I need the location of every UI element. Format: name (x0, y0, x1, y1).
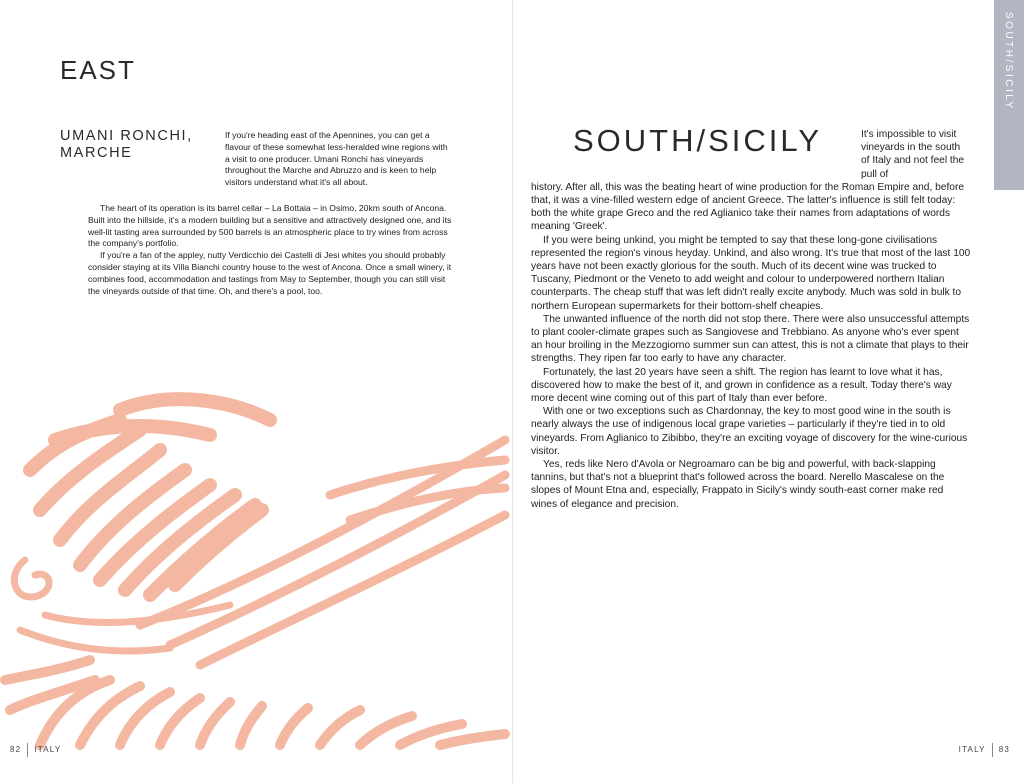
south-paragraph: Fortunately, the last 20 years have seen a shift. The region has learnt to love what it has, discovered how to make the best of it, and grown in confidence as a result. Today there's way more decent wine coming out of this part of Italy than ever before. (531, 366, 952, 405)
folio-left (10, 743, 61, 757)
folio-right (959, 743, 1010, 757)
east-intro-paragraph: If you're heading east of the Apennines, you can get a flavour of these somewhat less-heralded wine regions with a visit to one producer. Umani Ronchi has vineyards throughout the Marche and Abruzzo and is keen to help visitors understand what it's all about. (225, 130, 448, 188)
section-heading-east: EAST (60, 55, 136, 85)
east-paragraph: If you're a fan of the appley, nutty Verdicchio dei Castelli di Jesi whites you should probably consider staying at its Villa Bianchi country house to the west of Ancona. Once a small winery, it combines food, accommodation and tastings from May to September, though you can still visit the vineyards outside of that time. Oh, and there's a pool, too. (88, 250, 452, 296)
page-number: 83 (998, 745, 1010, 755)
chapter-tab (994, 0, 1024, 190)
subheading-umani-ronchi: UMANI RONCHI, MARCHE (60, 128, 193, 161)
folio-label: ITALY (958, 745, 986, 755)
south-paragraph: If you were being unkind, you might be tempted to say that these long-gone civilisations represented the region's vinous heyday. Unkind, and also wrong. It's true that most of the last 100 years have not been exactly glorious for the south. Much of its decent wine was trucked to Tuscany, Piedmont or the Veneto to add weight and colour to underpowered northern Italian counterparts. The cheap stuff that was left didn't really excite anybody. Much was sold in bulk to northern European supermarkets for their bottom-shelf cheapies. (531, 234, 971, 312)
south-paragraph: With one or two exceptions such as Chardonnay, the key to most good wine in the south is nearly always the use of indigenous local grape varieties – particularly if they're tied in to old vineyards. From Aglianico to Zibibbo, they're an exciting voyage of discovery for the wine-curious visitor. (531, 406, 968, 457)
section-heading-south-sicily: SOUTH/SICILY (573, 123, 823, 158)
south-body (531, 128, 971, 511)
south-paragraph: The unwanted influence of the north did not stop there. There were also unsuccessful attempts to plant cooler-climate grapes such as Sangiovese and Trebbiano. As anyone who's ever spent an hour broiling in the Mezzogiorno summer sun can attest, this is not a climate that plays to their strengths. They ripen far too early to have any character. (531, 313, 970, 365)
brush-stroke-illustration (0, 380, 512, 750)
folio-divider (27, 743, 28, 757)
lower-radiating-strokes (5, 660, 505, 745)
east-body (88, 203, 453, 297)
chapter-tab-label: SOUTH/SICILY (1003, 12, 1014, 111)
page-number: 82 (10, 745, 22, 755)
south-paragraph: Yes, reds like Nero d'Avola or Negroamaro can be big and powerful, with back-slapping tannins, but that's not a blueprint that's followed across the board. Nerello Mascalese on the slopes of Mount Etna and, especially, Frappato in Sicily's windy south-east corner make red wines of elegance and precision. (531, 459, 945, 510)
south-intro-continued: history. After all, this was the beating heart of wine production for the Roman Empire and, before that, it was a vine-filled western edge of ancient Greece. The latter's influence is still felt today: both the white grape Greco and the red Aglianico take their names from adaptations of words meaning 'Greek'. (531, 181, 965, 233)
folio-label: ITALY (34, 745, 62, 755)
upper-brush-strokes (30, 399, 270, 595)
south-intro-lead: It's impossible to visit vineyards in the south of Italy and not feel the pull of (861, 129, 965, 180)
east-paragraph: The heart of its operation is its barrel cellar – La Bottaia – in Osimo, 20km south of Ancona. Built into the hillside, it's a modern building but a sensitive and attractively designed one, and its well-lit tasting area surrounded by 500 barrels is an atmospheric place to try wines from across the company's portfolio. (88, 203, 452, 249)
folio-divider (992, 743, 993, 757)
right-page (512, 0, 1024, 783)
